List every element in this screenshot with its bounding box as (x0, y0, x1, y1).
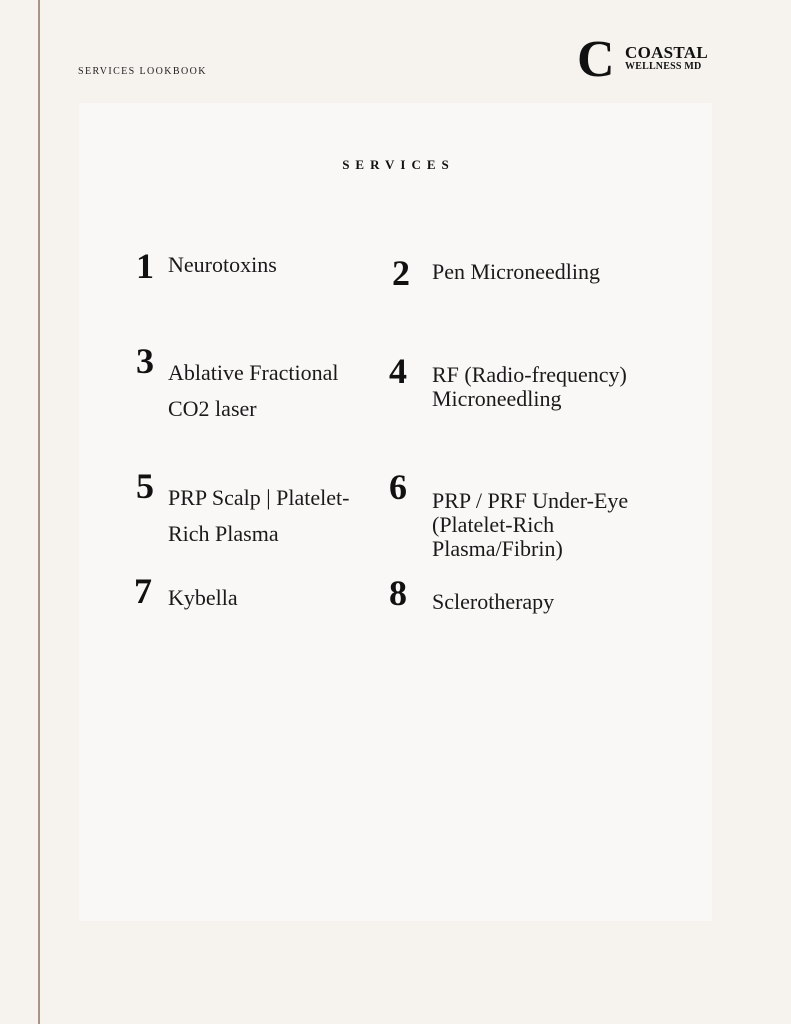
service-name: Pen Microneedling (432, 259, 601, 284)
service-item-5 (136, 468, 396, 558)
service-item-4 (389, 353, 689, 433)
left-margin-rule (38, 0, 40, 1024)
service-number: 2 (392, 253, 410, 293)
lookbook-label: SERVICES LOOKBOOK (78, 66, 207, 77)
service-number: 7 (134, 571, 152, 611)
service-item-8 (389, 575, 689, 635)
logo-wordmark-line2: WELLNESS MD (625, 61, 702, 72)
logo-wordmark-line1: COASTAL (625, 43, 709, 62)
service-item-7 (134, 573, 394, 633)
service-item-3 (136, 343, 396, 433)
service-name: Sclerotherapy (432, 589, 555, 614)
brand-logo (577, 31, 717, 88)
service-name: Kybella (168, 585, 238, 610)
service-name: PRP / PRF Under-Eye (Platelet-Rich Plasma/Fibrin) (432, 488, 629, 561)
service-item-1 (136, 248, 396, 308)
service-number: 4 (389, 351, 407, 391)
service-item-6 (389, 469, 689, 569)
service-number: 6 (389, 467, 407, 507)
service-number: 1 (136, 246, 154, 286)
service-number: 8 (389, 573, 407, 613)
service-name: RF (Radio-frequency) Microneedling (432, 362, 627, 411)
service-name: Ablative Fractional CO2 laser (168, 360, 339, 421)
section-title: SERVICES (342, 157, 455, 172)
service-number: 3 (136, 341, 154, 381)
service-name: Neurotoxins (168, 252, 277, 277)
service-name: PRP Scalp | Platelet- Rich Plasma (168, 485, 350, 546)
service-number: 5 (136, 466, 154, 506)
service-item-2 (392, 255, 692, 315)
logo-mark: C (577, 31, 615, 88)
services-panel (79, 103, 712, 921)
